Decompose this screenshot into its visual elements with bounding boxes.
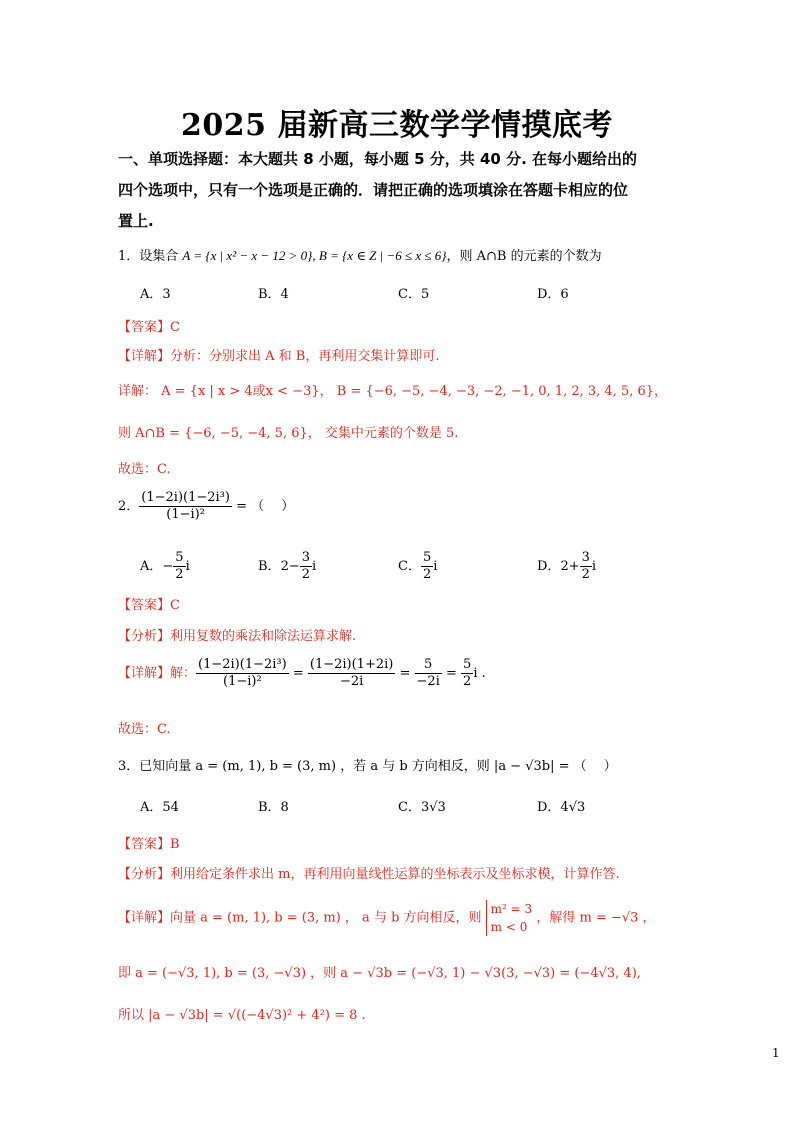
question-1-prefix: 1．设集合 bbox=[118, 249, 183, 264]
question-2-option-c bbox=[398, 550, 437, 583]
question-2-option-d bbox=[537, 550, 596, 583]
equation-1: m² = 3 bbox=[490, 902, 533, 916]
question-1-answer: 【答案】C bbox=[118, 320, 180, 335]
question-3-option-b: B．8 bbox=[258, 800, 289, 815]
option-prefix: 2− bbox=[280, 559, 300, 574]
detail-denominator-3: −2i bbox=[416, 674, 440, 689]
question-3-stem: 3．已知向量 a = (m, 1), b = (3, m) ，若 a 与 b 方向相反，则 |a − √3b| = （ ） bbox=[118, 759, 617, 774]
question-2-number: 2． bbox=[118, 499, 140, 514]
page-number: 1 bbox=[772, 1046, 780, 1060]
option-denominator: 2 bbox=[175, 567, 184, 582]
option-prefix: 2+ bbox=[560, 559, 580, 574]
detail-label: 【详解】解： bbox=[118, 666, 197, 681]
equation-2: m < 0 bbox=[490, 920, 528, 934]
question-2-denominator: (1−i)² bbox=[166, 507, 205, 522]
question-2-choose: 故选：C. bbox=[118, 722, 171, 737]
question-1-analysis: 【详解】分析：分别求出 A 和 B，再利用交集计算即可. bbox=[118, 349, 440, 364]
question-1-sets: A = {x | x² − x − 12 > 0}, B = {x ∈ Z | −6 ≤ x ≤ 6} bbox=[182, 248, 447, 263]
detail-text-b: ，解得 m = −√3 ， bbox=[536, 910, 656, 926]
option-label: C． bbox=[398, 559, 421, 574]
question-2-numerator: (1−2i)(1−2i³) bbox=[141, 490, 230, 505]
option-label: A． bbox=[140, 559, 163, 574]
option-suffix: i bbox=[591, 559, 597, 574]
question-3-detail bbox=[118, 900, 656, 936]
question-3-answer: 【答案】B bbox=[118, 837, 180, 852]
option-denominator: 2 bbox=[581, 567, 590, 582]
option-suffix: i bbox=[433, 559, 438, 574]
detail-numerator-1: (1−2i)(1−2i³) bbox=[198, 657, 287, 672]
question-2-option-b bbox=[258, 550, 316, 583]
detail-denominator-4: 2 bbox=[463, 674, 472, 689]
detail-text-a: 【详解】向量 a = (m, 1), b = (3, m) ， a 与 b 方向相反，则 bbox=[118, 910, 482, 926]
question-3-option-d: D．4√3 bbox=[537, 800, 586, 815]
question-1-stem bbox=[118, 245, 602, 264]
equation-system bbox=[486, 900, 533, 936]
question-1-option-a: A．3 bbox=[140, 287, 171, 302]
question-3-line-2: 即 a = (−√3, 1), b = (3, −√3) ，则 a − √3b = (−√3, 1) − √3(3, −√3) = (−4√3, 4), bbox=[118, 966, 641, 981]
option-denominator: 2 bbox=[301, 567, 311, 582]
option-numerator: 5 bbox=[175, 550, 184, 565]
detail-denominator-2: −2i bbox=[339, 674, 364, 689]
question-1-option-c: C．5 bbox=[398, 287, 430, 302]
option-numerator: 5 bbox=[422, 550, 432, 565]
option-suffix: i bbox=[185, 559, 190, 574]
option-suffix: i bbox=[312, 559, 317, 574]
question-1-detail: 详解： A = {x | x > 4或x < −3}， B = {−6, −5, −4, −3, −2, −1, 0, 1, 2, 3, 4, 5, 6}， bbox=[118, 384, 668, 399]
detail-numerator-4: 5 bbox=[463, 657, 472, 672]
question-2-detail: 【详解】解： $\frac{\text{(1−2i)(1−2i³)}}{\text{(1−i)²}}$ = $\frac{(1-2i)(1+2i)}{-2i}$ = $\frac{5}{-2i}$ = $\frac{5}{2}$ i . bbox=[118, 657, 486, 689]
question-1-result: 则 A∩B = {−6, −5, −4, 5, 6}， 交集中元素的个数是 5. bbox=[118, 426, 459, 441]
question-3-option-c: C．3√3 bbox=[398, 800, 446, 815]
question-1-ask: ，则 A∩B 的元素的个数为 bbox=[446, 249, 602, 264]
question-1-option-d: D．6 bbox=[537, 287, 569, 302]
detail-denominator-1: (1−i)² bbox=[223, 674, 262, 689]
question-1-option-b: B．4 bbox=[258, 287, 289, 302]
question-2-tail: = （ ） bbox=[231, 499, 295, 514]
question-2-fraction bbox=[139, 490, 232, 523]
question-3-line-3: 所以 |a − √3b| = √((−4√3)² + 4²) = 8 . bbox=[118, 1008, 366, 1023]
question-2-analysis: 【分析】利用复数的乘法和除法运算求解. bbox=[118, 629, 357, 644]
section-heading-line-2: 四个选项中，只有一个选项是正确的．请把正确的选项填涂在答题卡相应的位 bbox=[118, 181, 629, 199]
detail-numerator-2: (1−2i)(1+2i) bbox=[309, 657, 394, 672]
section-heading-line-1: 一、单项选择题：本大题共 8 小题，每小题 5 分，共 40 分. 在每小题给出的 bbox=[118, 150, 638, 168]
question-2-stem bbox=[118, 490, 294, 523]
page-title: 2025 届新高三数学学情摸底考 bbox=[181, 108, 613, 143]
option-label: B． bbox=[258, 559, 281, 574]
question-3-analysis: 【分析】利用给定条件求出 m，再利用向量线性运算的坐标表示及坐标求模，计算作答. bbox=[118, 867, 620, 882]
option-numerator: 3 bbox=[581, 550, 590, 565]
option-numerator: 3 bbox=[301, 550, 311, 565]
option-prefix: − bbox=[162, 559, 174, 574]
question-2-option-a bbox=[140, 550, 190, 583]
question-2-answer: 【答案】C bbox=[118, 598, 180, 613]
option-label: D． bbox=[537, 559, 561, 574]
option-denominator: 2 bbox=[422, 567, 432, 582]
question-3-option-a: A．54 bbox=[140, 800, 179, 815]
detail-numerator-3: 5 bbox=[415, 657, 442, 674]
section-heading-line-3: 置上. bbox=[118, 212, 154, 230]
detail-end: i . bbox=[473, 666, 486, 681]
question-1-choose: 故选：C. bbox=[118, 462, 171, 477]
